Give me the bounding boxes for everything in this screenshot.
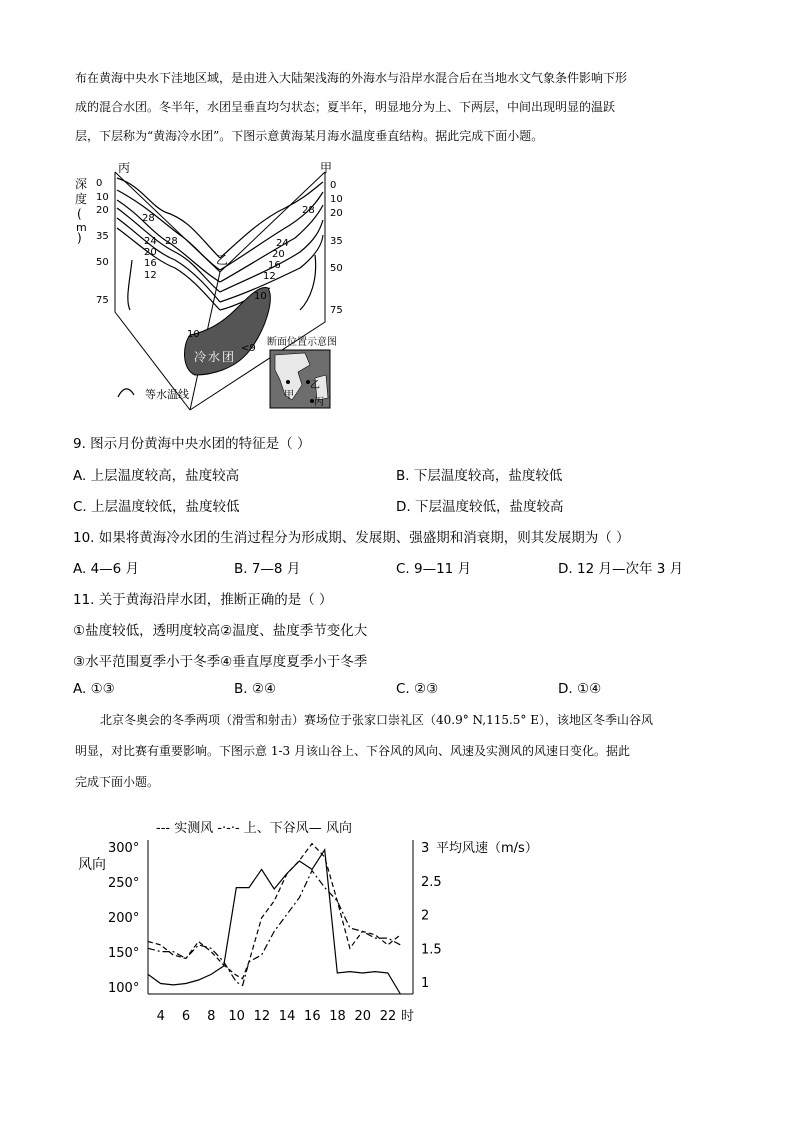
inset-yi: 乙 <box>310 380 320 391</box>
q11-option-c[interactable]: C. ②③ <box>396 681 439 697</box>
q9-option-b[interactable]: B. 下层温度较高，盐度较低 <box>396 468 563 484</box>
depth-left-20: 20 <box>96 205 109 216</box>
depth-right-10: 10 <box>330 194 343 205</box>
depth-right-20: 20 <box>330 208 343 219</box>
q9-option-c[interactable]: C. 上层温度较低，盐度较低 <box>73 499 240 515</box>
x-tick-label: 20 <box>354 1009 372 1024</box>
intro2-line1: 北京冬奥会的冬季两项（滑雪和射击）赛场位于张家口崇礼区（40.9° N,115.5° E），该地区冬季山谷风 <box>100 713 654 727</box>
left-tick-label: 200° <box>108 911 140 926</box>
intro2-line3: 完成下面小题。 <box>75 775 160 789</box>
sea-temperature-diagram <box>70 160 370 415</box>
cold-mass-label: 冷水团 <box>194 350 237 364</box>
right-tick-label: 1.5 <box>421 942 442 958</box>
x-tick-label: 14 <box>278 1009 296 1024</box>
inset-jia: 甲 <box>284 390 294 401</box>
chart-legend: --- 实测风 -·-·- 上、下谷风— 风向 <box>156 821 352 836</box>
cold-label-10: 10 <box>187 329 200 340</box>
ylabel-right: 平均风速（m/s） <box>436 841 538 856</box>
left-tick-label: 300° <box>108 841 140 856</box>
x-tick-label: 18 <box>329 1009 346 1024</box>
legend-isotherm: 等水温线 <box>145 388 189 401</box>
left-tick-label: 100° <box>108 981 140 996</box>
x-tick-label: 16 <box>304 1009 321 1024</box>
depth-left-0: 0 <box>96 178 103 189</box>
wind-chart <box>70 812 550 1027</box>
right-tick-label: 1 <box>421 976 430 991</box>
q9-option-d[interactable]: D. 下层温度较低，盐度较高 <box>396 499 564 515</box>
q11-option-b[interactable]: B. ②④ <box>234 681 277 697</box>
iso-left-24: 24 <box>144 236 157 247</box>
wind-direction-line <box>148 850 400 994</box>
label-bing: 丙 <box>118 161 131 175</box>
x-tick-label: 10 <box>228 1009 245 1024</box>
q10-option-b[interactable]: B. 7—8 月 <box>234 561 301 577</box>
valley-wind-line <box>148 871 400 986</box>
q11-line1: ①盐度较低，透明度较高②温度、盐度季节变化大 <box>73 623 368 639</box>
depth-right-35: 35 <box>330 236 343 247</box>
x-unit: 时 <box>401 1009 415 1024</box>
q10-option-c[interactable]: C. 9—11 月 <box>396 561 472 577</box>
depth-right-0: 0 <box>330 180 337 191</box>
iso-left-16: 16 <box>144 258 157 269</box>
depth-right-50: 50 <box>330 263 343 274</box>
label-jia: 甲 <box>320 161 333 175</box>
iso-right-28: 28 <box>302 205 315 216</box>
right-tick-label: 3 <box>421 841 430 856</box>
ylabel-2: 度 <box>75 192 88 206</box>
left-tick-label: 250° <box>108 876 140 891</box>
depth-left-10: 10 <box>96 192 109 203</box>
right-tick-label: 2 <box>421 908 430 924</box>
q11-option-a[interactable]: A. ①③ <box>73 681 115 697</box>
ylabel-5: ) <box>77 231 82 245</box>
x-tick-label: 6 <box>181 1009 191 1024</box>
inset-bing: 丙 <box>314 397 324 408</box>
cold-label-9: <9 <box>241 343 256 354</box>
q11-stem: 11. 关于黄海沿岸水团，推断正确的是（ ） <box>73 592 333 608</box>
ylabel-1: 深 <box>75 177 88 191</box>
x-tick-label: 22 <box>379 1009 397 1024</box>
iso-right-10: 10 <box>254 291 267 302</box>
x-tick-label: 4 <box>156 1009 165 1024</box>
iso-right-20: 20 <box>272 249 285 260</box>
q9-stem: 9. 图示月份黄海中央水团的特征是（ ） <box>73 436 311 452</box>
iso-right-16: 16 <box>268 260 281 271</box>
iso-right-24: 24 <box>276 238 289 249</box>
q9-option-a[interactable]: A. 上层温度较高，盐度较高 <box>73 468 240 484</box>
x-tick-label: 8 <box>207 1009 216 1024</box>
iso-right-12: 12 <box>263 271 276 282</box>
q10-option-a[interactable]: A. 4—6 月 <box>73 561 140 577</box>
intro2-line2: 明显，对比赛有重要影响。下图示意 1-3 月该山谷上、下谷风的风向、风速及实测风的风速日变化。据此 <box>75 744 630 758</box>
depth-left-50: 50 <box>96 257 109 268</box>
q11-line2: ③水平范围夏季小于冬季④垂直厚度夏季小于冬季 <box>73 654 368 670</box>
intro1-line2: 成的混合水团。冬半年，水团呈垂直均匀状态；夏半年，明显地分为上、下两层，中间出现明显的温跃 <box>75 100 616 114</box>
depth-left-75: 75 <box>96 295 109 306</box>
right-tick-label: 2.5 <box>421 874 442 890</box>
iso-left-12: 12 <box>144 270 157 281</box>
iso-left-20: 20 <box>144 247 157 258</box>
intro1-line3: 层，下层称为“黄海冷水团”。下图示意黄海某月海水温度垂直结构。据此完成下面小题。 <box>75 129 544 143</box>
q10-stem: 10. 如果将黄海冷水团的生消过程分为形成期、发展期、强盛期和消衰期，则其发展期为（ ） <box>73 530 630 546</box>
ylabel-left: 风向 <box>78 857 106 873</box>
q11-option-d[interactable]: D. ①④ <box>558 681 602 697</box>
label-yi: 乙 <box>216 253 229 267</box>
ylabel-4: m <box>76 221 87 234</box>
iso-left-28a: 28 <box>142 213 155 224</box>
depth-right-75: 75 <box>330 305 343 316</box>
left-tick-label: 150° <box>108 946 140 961</box>
q10-option-d[interactable]: D. 12 月—次年 3 月 <box>558 561 684 577</box>
x-tick-label: 12 <box>253 1009 271 1024</box>
intro1-line1: 布在黄海中央水下洼地区域，是由进入大陆架浅海的外海水与沿岸水混合后在当地水文气象条件影响下形 <box>75 71 628 85</box>
depth-left-35: 35 <box>96 231 109 242</box>
ylabel-3: ( <box>77 207 82 221</box>
inset-title: 断面位置示意图 <box>267 337 337 348</box>
iso-left-28b: 28 <box>165 236 178 247</box>
